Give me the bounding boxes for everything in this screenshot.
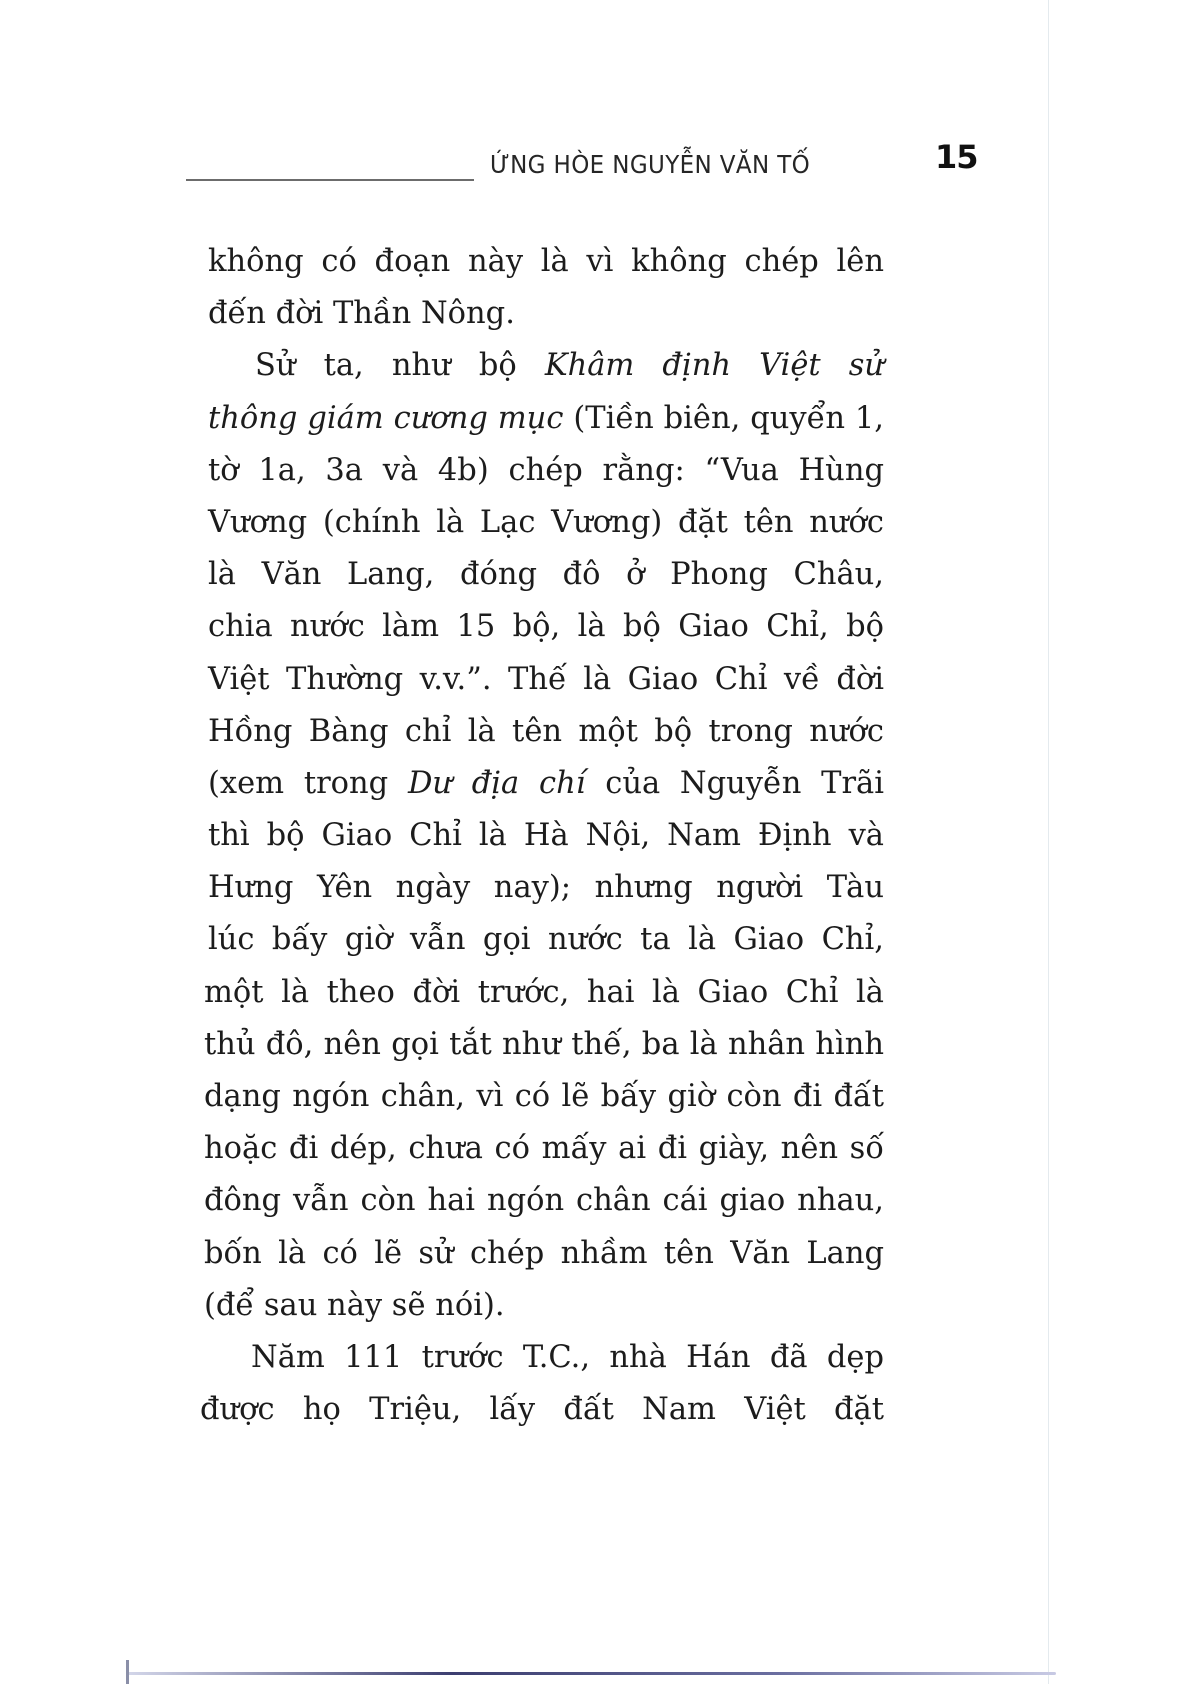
book-title-italic: Khâm định Việt sử xyxy=(544,348,884,384)
text-line: được họ Triệu, lấy đất Nam Việt đặt xyxy=(200,1392,884,1428)
text-line: đến đời Thần Nông. xyxy=(208,296,515,332)
text-line: Việt Thường v.v.”. Thế là Giao Chỉ về đời xyxy=(208,661,884,697)
text-line: Năm 111 trước T.C., nhà Hán đã dẹp xyxy=(251,1339,884,1375)
page-edge-bottom xyxy=(126,1672,1056,1675)
text-line: thì bộ Giao Chỉ là Hà Nội, Nam Định và xyxy=(208,818,884,854)
text-line: hoặc đi dép, chưa có mấy ai đi giày, nên số xyxy=(204,1131,884,1167)
text-line: chia nước làm 15 bộ, là bộ Giao Chỉ, bộ xyxy=(208,609,884,645)
text-run: của Nguyễn Trãi xyxy=(585,765,884,801)
text-run: Sử ta, như bộ xyxy=(255,348,545,384)
text-line: không có đoạn này là vì không chép lên xyxy=(208,244,884,279)
text-run: (xem trong xyxy=(208,765,408,801)
text-line: (để sau này sẽ nói). xyxy=(204,1287,505,1323)
text-line xyxy=(208,758,884,810)
text-line: đông vẫn còn hai ngón chân cái giao nhau, xyxy=(204,1183,884,1219)
header-rule xyxy=(186,179,474,181)
text-line: một là theo đời trước, hai là Giao Chỉ là xyxy=(204,974,884,1010)
text-line: dạng ngón chân, vì có lẽ bấy giờ còn đi đất xyxy=(204,1079,884,1114)
text-line: Hưng Yên ngày nay); nhưng người Tàu xyxy=(208,870,884,906)
text-line: bốn là có lẽ sử chép nhầm tên Văn Lang xyxy=(204,1235,884,1271)
text-line: tờ 1a, 3a và 4b) chép rằng: “Vua Hùng xyxy=(208,452,884,488)
text-line xyxy=(208,393,884,445)
text-line: thủ đô, nên gọi tắt như thế, ba là nhân hình xyxy=(204,1026,884,1062)
text-line: lúc bấy giờ vẫn gọi nước ta là Giao Chỉ, xyxy=(208,922,884,958)
text-line xyxy=(208,340,884,392)
text-line: Vương (chính là Lạc Vương) đặt tên nước xyxy=(208,504,884,540)
running-header xyxy=(0,0,1190,200)
page-number: 15 xyxy=(935,138,978,176)
text-line: Hồng Bàng chỉ là tên một bộ trong nước xyxy=(208,713,884,749)
page-edge-right xyxy=(1048,0,1049,1684)
body-text xyxy=(200,236,884,1436)
text-run: (Tiền biên, quyển 1, xyxy=(563,400,884,436)
text-line: là Văn Lang, đóng đô ở Phong Châu, xyxy=(208,557,884,593)
running-title: ỨNG HÒE NGUYỄN VĂN TỐ xyxy=(490,150,811,179)
book-title-italic: Dư địa chí xyxy=(407,765,586,801)
page-edge-left-mark xyxy=(126,1660,129,1684)
book-title-italic: thông giám cương mục xyxy=(208,400,564,436)
